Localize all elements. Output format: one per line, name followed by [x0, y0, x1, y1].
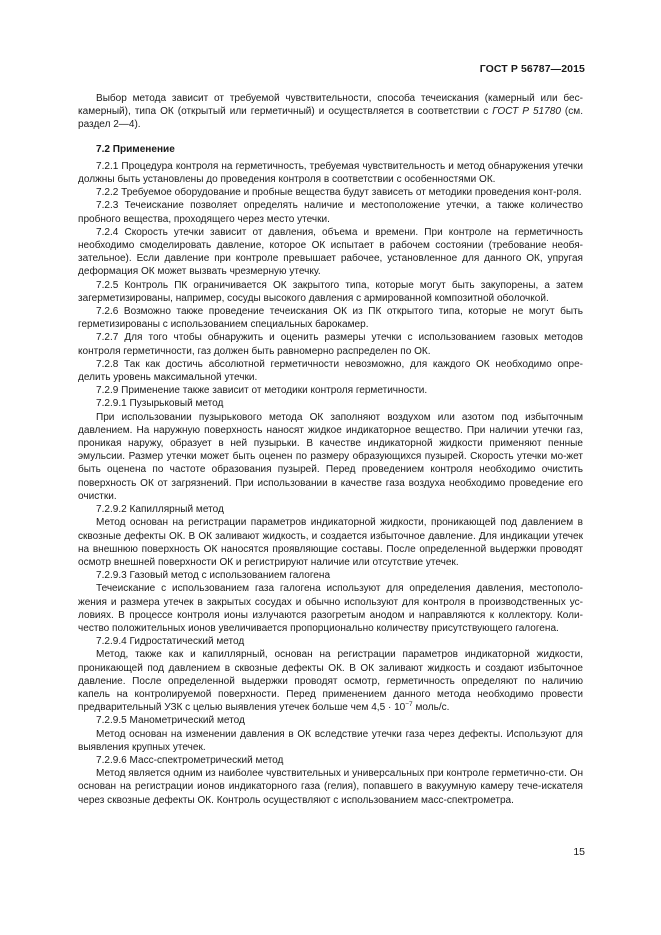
subheading-mass-spectrometric-method: 7.2.9.6 Масс-спектрометрический метод	[96, 754, 284, 766]
paragraph-7-2-1: 7.2.1 Процедура контроля на герметичность, требуемая чувствительность и метод обнаружения утечки должны быть установлены до проведения контроля в соответствии с особенностями ОК.	[78, 160, 583, 186]
hydrostatic-text: Метод, также как и капиллярный, основан на регистрации параметров индикаторной жидкости, проникающей под давлением в сквозные дефекты ОК. В ОК заливают жидкость и создают избыточное давление. После определенной выдержки проводят осмотр, герметичность определяют по наличию капель на контролируемой поверхности. Перед применением данного метода необходимо провести предварительный УЗК с целью выявления утечек больше чем 4,5 · 10	[78, 649, 583, 714]
subheading-bubble-method: 7.2.9.1 Пузырьковый метод	[96, 398, 224, 410]
hydrostatic-unit: моль/с.	[412, 702, 450, 714]
paragraph-capillary-method: Метод основан на регистрации параметров индикаторной жидкости, проникающей под давлением в сквозные дефекты ОК. В ОК заливают жидкость, и создается избыточное давление. Для индикации утечек на внешнюю поверхность ОК наносятся проявляющие составы. После определенной выдержки проводят осмотр внешней поверхности ОК и регистрируют наличие или отсутствие утечек.	[78, 517, 583, 568]
document-body	[78, 92, 583, 807]
section-title: 7.2 Применение	[96, 143, 175, 155]
intro-text-before: Выбор метода зависит от требуемой чувствительности, способа течеискания (камерный или бес-камерный), типа ОК (открытый или герметичный) и осуществляется в соответствии с	[78, 93, 583, 118]
subheading-capillary-method: 7.2.9.2 Капиллярный метод	[96, 504, 224, 516]
paragraph-7-2-7: 7.2.7 Для того чтобы обнаружить и оценить размеры утечки с использованием газовых методов контроля герметичности, газ должен быть равномерно распределен по ОК.	[78, 332, 583, 357]
paragraph-7-2-9: 7.2.9 Применение также зависит от методики контроля герметичности.	[96, 385, 428, 397]
paragraph-7-2-2: 7.2.2 Требуемое оборудование и пробные вещества будут зависеть от методики проведения конт-роля.	[96, 187, 582, 199]
standard-header: ГОСТ Р 56787—2015	[479, 63, 585, 75]
subheading-hydrostatic-method: 7.2.9.4 Гидростатический метод	[96, 636, 245, 648]
standard-reference: ГОСТ Р 51780	[492, 106, 561, 118]
intro-text-after: (см. раздел 2—4).	[78, 106, 583, 131]
page-number: 15	[573, 846, 585, 858]
intro-paragraph	[78, 92, 583, 132]
hydrostatic-exponent: −7	[405, 701, 413, 709]
paragraph-manometric-method: Метод основан на изменении давления в ОК вследствие утечки газа через дефекты. Используют для выявления крупных утечек.	[78, 728, 583, 753]
paragraph-hydrostatic-method	[78, 648, 583, 714]
paragraph-7-2-3: 7.2.3 Течеискание позволяет определять наличие и местоположение утечки, а также количество пробного вещества, проходящего через место утечки.	[78, 200, 583, 225]
paragraph-bubble-method: При использовании пузырькового метода ОК заполняют воздухом или азотом под избыточным давлением. На наружную поверхность наносят жидкое индикаторное вещество. При наличии утечки газ, проникая наружу, образует в ней пузырьки. В качестве индикаторной жидкости применяют пенные эмульсии. Размер утечки может быть оценен по размеру образующихся пузырей. Скорость утечки мо-жет быть оценена по частоте образования пузырей. Перед проведением контроля необходимо очистить поверхность ОК от загрязнений. При использовании в качестве газа воздуха необходимо проведение его очистки.	[78, 411, 583, 502]
paragraph-7-2-5: 7.2.5 Контроль ПК ограничивается ОК закрытого типа, которые могут быть закупорены, а затем загерметизированы, например, сосуды высокого давления с армированной композитной оболочкой.	[78, 279, 583, 304]
paragraph-halogen-method: Течеискание с использованием газа галогена используют для определения давления, местополо-жения и размера утечек в закрытых сосудах и обычно используют для контроля в производственных ус-ловиях. В процессе контроля ионы излучаются разогретым анодом и направляются к коллектору. Коли-чество положительных ионов увеличивается пропорционально количеству присутствующего галогена.	[78, 583, 583, 634]
paragraph-mass-spectrometric-method: Метод является одним из наиболее чувствительных и универсальных при контроле герметично-сти. Он основан на регистрации ионов индикаторного газа (гелия), попавшего в вакуумную камеру тече-искателя через сквозные дефекты ОК. Контроль осуществляют с использованием масс-спектрометра.	[78, 768, 583, 806]
paragraph-7-2-8: 7.2.8 Так как достичь абсолютной герметичности невозможно, для каждого ОК необходимо опре-делить уровень максимальной утечки.	[78, 358, 583, 384]
paragraph-7-2-6: 7.2.6 Возможно также проведение течеискания ОК из ПК открытого типа, которые не могут быть герметизированы с использованием специальных барокамер.	[78, 306, 583, 331]
subheading-halogen-method: 7.2.9.3 Газовый метод с использованием галогена	[96, 570, 331, 582]
subheading-manometric-method: 7.2.9.5 Манометрический метод	[96, 715, 245, 727]
paragraph-7-2-4: 7.2.4 Скорость утечки зависит от давления, объема и времени. При контроле на герметичность необходимо смоделировать давление, которое ОК испытает в рабочем состоянии (требование необя-зательное). Если давление при контроле превышает рабочее, установленное для данного ОК, упругая деформация ОК может вызвать чрезмерную утечку.	[78, 226, 583, 278]
